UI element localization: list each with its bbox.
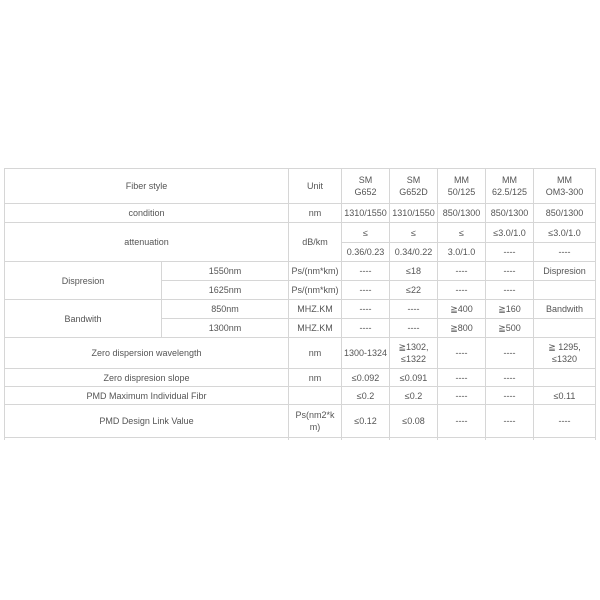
table-cell: ≤0.2 [342, 387, 390, 405]
row-label: Dispresion [5, 262, 162, 300]
row-label: PMD Maximum Individual Fibr [5, 387, 289, 405]
table-cell: ---- [342, 300, 390, 319]
row-label: Zero dispresion slope [5, 369, 289, 387]
table-cell: Dispresion [534, 262, 596, 281]
table-cell: ---- [342, 319, 390, 338]
table-cell: Bandwith [534, 300, 596, 319]
header-col-sm-g652: SM G652 [342, 169, 390, 204]
row-unit: MHZ.KM [289, 319, 342, 338]
table-cell: ≧500 [486, 319, 534, 338]
table-cell [486, 438, 534, 441]
row-label: Bandwith [5, 300, 162, 338]
table-cell [342, 438, 390, 441]
table-cell [390, 438, 438, 441]
header-fiber-style: Fiber style [5, 169, 289, 204]
table-cell: ≧160 [486, 300, 534, 319]
fiber-spec-table [4, 168, 596, 440]
table-row [5, 223, 596, 243]
table-cell [438, 438, 486, 441]
row-label: PMD Design Link Value [5, 405, 289, 438]
row-unit [289, 387, 342, 405]
table-row [5, 262, 596, 281]
table-cell: ≤ [390, 223, 438, 243]
table-row [5, 338, 596, 369]
table-cell: 850/1300 [438, 204, 486, 223]
table-cell [534, 319, 596, 338]
table-cell: ---- [534, 405, 596, 438]
table-cell: ≧400 [438, 300, 486, 319]
row-label: condition [5, 204, 289, 223]
table-cell: ---- [534, 243, 596, 262]
table-cell: ≤0.091 [390, 369, 438, 387]
table-cell: 850/1300 [534, 204, 596, 223]
header-col-mm-62: MM 62.5/125 [486, 169, 534, 204]
table-cell [5, 438, 289, 441]
table-row [5, 369, 596, 387]
table-cell: 0.36/0.23 [342, 243, 390, 262]
row-unit: MHZ.KM [289, 300, 342, 319]
table-cell: 0.34/0.22 [390, 243, 438, 262]
table-cell: ≤18 [390, 262, 438, 281]
table-cell: 1300-1324 [342, 338, 390, 369]
table-cell: ---- [486, 405, 534, 438]
table-row [5, 405, 596, 438]
table-cell: ≤ [342, 223, 390, 243]
table-cell [534, 281, 596, 300]
table-cell: ---- [390, 300, 438, 319]
header-unit: Unit [289, 169, 342, 204]
table-cell: 1310/1550 [342, 204, 390, 223]
table-cell: ---- [486, 387, 534, 405]
table-cell: 3.0/1.0 [438, 243, 486, 262]
table-cell [534, 438, 596, 441]
row-label: Zero dispersion wavelength [5, 338, 289, 369]
row-sublabel: 850nm [162, 300, 289, 319]
row-unit: Ps(nm2*k m) [289, 405, 342, 438]
table-row [5, 204, 596, 223]
table-cell: ≤0.12 [342, 405, 390, 438]
table-cell: ≤3.0/1.0 [486, 223, 534, 243]
table-cell: ---- [342, 262, 390, 281]
table-cell: ≤0.092 [342, 369, 390, 387]
row-sublabel: 1300nm [162, 319, 289, 338]
header-col-mm-50: MM 50/125 [438, 169, 486, 204]
row-label: attenuation [5, 223, 289, 262]
table-cell: ---- [486, 281, 534, 300]
row-unit: nm [289, 204, 342, 223]
table-cell: ---- [486, 338, 534, 369]
table-cell: ≤0.2 [390, 387, 438, 405]
table-row [5, 387, 596, 405]
table-row [5, 300, 596, 319]
table-cell: ---- [438, 262, 486, 281]
table-cell: ≤3.0/1.0 [534, 223, 596, 243]
table-cell: ---- [438, 369, 486, 387]
table-cell: ≤0.08 [390, 405, 438, 438]
table-header-row [5, 169, 596, 204]
table-cell: ---- [342, 281, 390, 300]
table-cell: 1310/1550 [390, 204, 438, 223]
table-cell: ---- [486, 243, 534, 262]
table-cell: ---- [438, 387, 486, 405]
table-cell: ---- [438, 405, 486, 438]
table-cell: ---- [438, 338, 486, 369]
table-cell: ≤0.11 [534, 387, 596, 405]
table-cell: 850/1300 [486, 204, 534, 223]
table-cell [289, 438, 342, 441]
row-sublabel: 1550nm [162, 262, 289, 281]
table-cell: ≤ [438, 223, 486, 243]
row-unit: Ps/(nm*km) [289, 281, 342, 300]
row-sublabel: 1625nm [162, 281, 289, 300]
header-col-sm-g652d: SM G652D [390, 169, 438, 204]
row-unit: nm [289, 369, 342, 387]
table-cell: ---- [486, 369, 534, 387]
row-unit: nm [289, 338, 342, 369]
table-cell: ---- [438, 281, 486, 300]
table-cell: ≧ 1295, ≤1320 [534, 338, 596, 369]
table-cell [534, 369, 596, 387]
header-col-mm-om3: MM OM3-300 [534, 169, 596, 204]
table-cell: ---- [390, 319, 438, 338]
row-unit: Ps/(nm*km) [289, 262, 342, 281]
row-unit: dB/km [289, 223, 342, 262]
table-cell: ≧800 [438, 319, 486, 338]
table-cell: ≤22 [390, 281, 438, 300]
table-cell: ≧1302, ≤1322 [390, 338, 438, 369]
table-cell: ---- [486, 262, 534, 281]
table-row-cutoff [5, 438, 596, 441]
